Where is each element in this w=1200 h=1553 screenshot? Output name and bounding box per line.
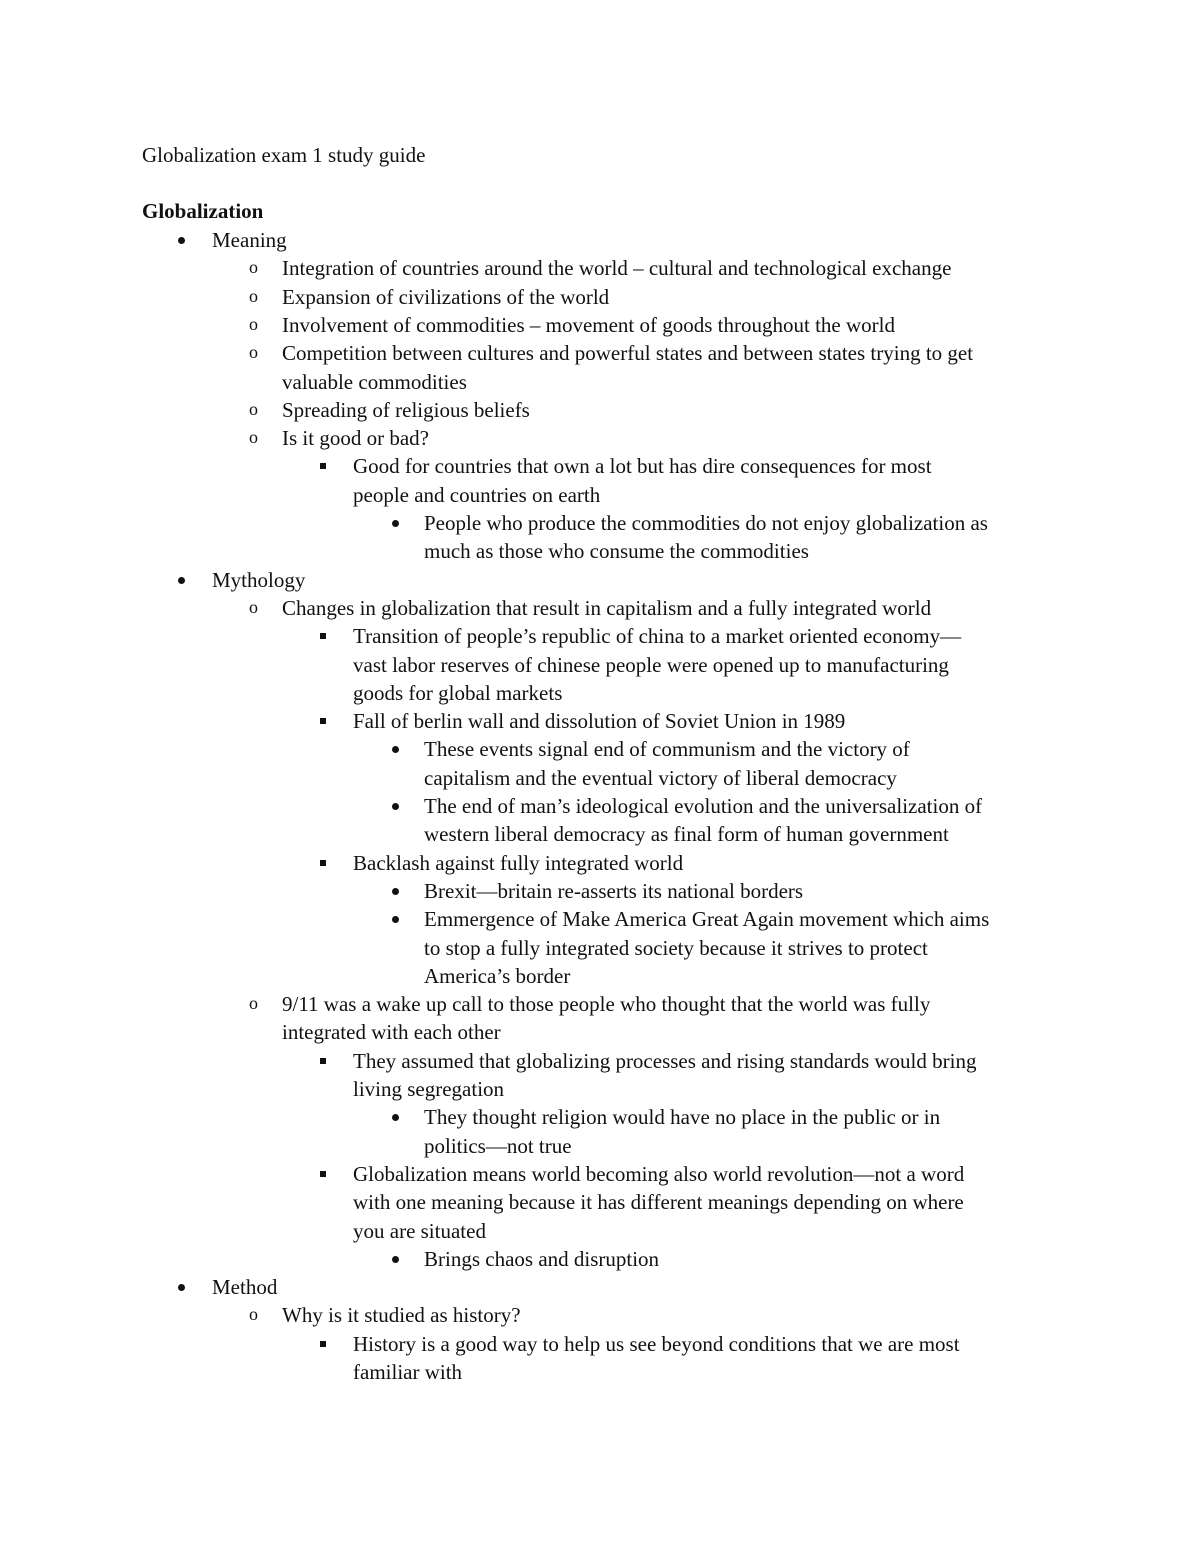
outline-text: vast labor reserves of chinese people were opened up to manufacturing [353, 652, 949, 677]
bullet-icon [392, 1256, 399, 1263]
outline-text: Transition of people’s republic of china to a market oriented economy— [353, 624, 962, 649]
outline-text: They thought religion would have no place in the public or in [424, 1105, 941, 1130]
circle-bullet-icon: o [249, 398, 258, 419]
circle-bullet-icon: o [249, 342, 258, 363]
outline-text: with one meaning because it has different meanings depending on where [353, 1190, 964, 1215]
circle-bullet-icon: o [249, 427, 258, 448]
outline-text: capitalism and the eventual victory of liberal democracy [424, 765, 897, 790]
bullet-icon [392, 520, 399, 527]
outline-text: Fall of berlin wall and dissolution of Soviet Union in 1989 [353, 709, 846, 734]
outline-text: to stop a fully integrated society because it strives to protect [424, 935, 928, 960]
outline-text: western liberal democracy as final form of human government [424, 822, 949, 847]
circle-bullet-icon: o [249, 285, 258, 306]
outline-text: people and countries on earth [353, 482, 601, 507]
outline-text: 9/11 was a wake up call to those people who thought that the world was fully [282, 992, 931, 1017]
square-bullet-icon [320, 718, 326, 724]
bullet-icon [392, 746, 399, 753]
outline-text: Emmergence of Make America Great Again movement which aims [424, 907, 990, 932]
circle-bullet-icon: o [249, 993, 258, 1014]
outline-text: America’s border [424, 963, 571, 988]
outline-text: goods for global markets [353, 680, 563, 705]
outline-text: Brings chaos and disruption [424, 1246, 660, 1271]
square-bullet-icon [320, 1341, 326, 1347]
outline-text: you are situated [353, 1218, 486, 1243]
square-bullet-icon [320, 860, 326, 866]
circle-bullet-icon: o [249, 313, 258, 334]
outline-text: Mythology [212, 567, 306, 592]
outline-text: Globalization means world becoming also world revolution—not a word [353, 1161, 965, 1186]
outline-text: Meaning [212, 228, 287, 252]
outline-text: much as those who consume the commodities [424, 539, 809, 564]
outline-text: Brexit—britain re-asserts its national borders [424, 878, 804, 903]
square-bullet-icon [320, 633, 326, 639]
bullet-icon [392, 1114, 399, 1121]
section-heading: Globalization [142, 199, 264, 223]
square-bullet-icon [320, 463, 326, 469]
outline-text: The end of man’s ideological evolution and the universalization of [424, 794, 983, 818]
bullet-icon [392, 916, 399, 923]
circle-bullet-icon: o [249, 257, 258, 278]
circle-bullet-icon: o [249, 1304, 258, 1325]
outline-text: valuable commodities [282, 369, 467, 394]
outline-text: Method [212, 1275, 278, 1300]
outline-text: familiar with [353, 1360, 463, 1384]
bullet-icon [392, 888, 399, 895]
outline-text: integrated with each other [282, 1020, 501, 1045]
bullet-icon [178, 237, 185, 244]
outline-text: Is it good or bad? [282, 426, 429, 451]
outline-text: Backlash against fully integrated world [353, 850, 684, 875]
circle-bullet-icon: o [249, 596, 258, 617]
outline-text: People who produce the commodities do not enjoy globalization as [424, 511, 988, 535]
outline-text: living segregation [353, 1077, 505, 1101]
outline-text: Spreading of religious beliefs [282, 397, 530, 422]
bullet-icon [392, 803, 399, 810]
outline-text: These events signal end of communism and the victory of [424, 737, 910, 762]
outline-text: Why is it studied as history? [282, 1303, 521, 1328]
outline-text: Changes in globalization that result in capitalism and a fully integrated world [282, 595, 932, 620]
outline-text: politics—not true [424, 1133, 572, 1158]
bullet-icon [178, 577, 185, 584]
outline-text: History is a good way to help us see beyond conditions that we are most [353, 1331, 960, 1356]
outline-text: Integration of countries around the world – cultural and technological exchange [282, 256, 952, 281]
outline-text: Involvement of commodities – movement of goods throughout the world [282, 312, 895, 337]
outline-text: Good for countries that own a lot but has dire consequences for most [353, 454, 932, 479]
document-title: Globalization exam 1 study guide [142, 143, 426, 167]
outline-text: They assumed that globalizing processes and rising standards would bring [353, 1048, 977, 1073]
outline-text: Expansion of civilizations of the world [282, 284, 610, 309]
square-bullet-icon [320, 1171, 326, 1177]
outline-text: Competition between cultures and powerful states and between states trying to get [282, 341, 974, 366]
square-bullet-icon [320, 1058, 326, 1064]
bullet-icon [178, 1284, 185, 1291]
